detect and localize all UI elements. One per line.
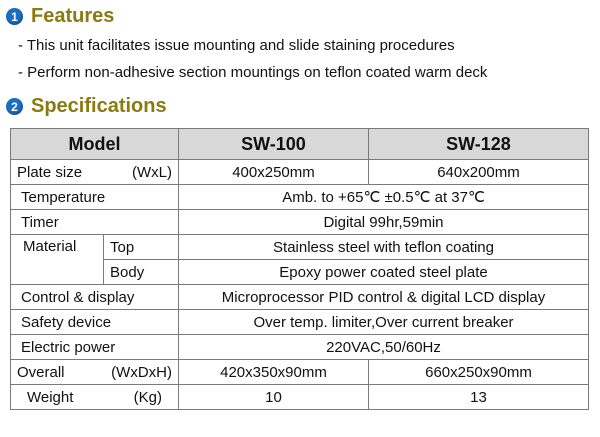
safety-label: Safety device — [11, 310, 179, 335]
material-top-label: Top — [104, 235, 179, 260]
electric-label: Electric power — [11, 335, 179, 360]
plate-size-label: Plate size — [17, 163, 83, 181]
temperature-value: Amb. to +65℃ ±0.5℃ at 37℃ — [179, 185, 589, 210]
number-two-badge-icon: 2 — [6, 98, 23, 115]
header-sw-100: SW-100 — [179, 129, 369, 160]
table-row — [11, 185, 589, 210]
row-label-weight — [11, 385, 179, 410]
overall-label: Overall — [17, 363, 65, 381]
number-one-badge-icon: 1 — [6, 8, 23, 25]
table-row — [11, 385, 589, 410]
features-title: Features — [31, 5, 115, 27]
timer-value: Digital 99hr,59min — [179, 210, 589, 235]
feature-item: - This unit facilitates issue mounting and slide staining procedures — [18, 37, 455, 54]
features-heading — [6, 5, 114, 28]
material-body-label: Body — [104, 260, 179, 285]
overall-sw100: 420x350x90mm — [179, 360, 369, 385]
specifications-table — [10, 128, 589, 410]
control-value: Microprocessor PID control & digital LCD display — [179, 285, 589, 310]
header-sw-128: SW-128 — [369, 129, 589, 160]
electric-value: 220VAC,50/60Hz — [179, 335, 589, 360]
row-label-plate-size — [11, 160, 179, 185]
weight-label: Weight — [27, 388, 74, 406]
control-label: Control & display — [11, 285, 179, 310]
material-label: Material — [11, 235, 104, 285]
weight-sw100: 10 — [179, 385, 369, 410]
specifications-title: Specifications — [31, 95, 167, 117]
table-row — [11, 235, 589, 260]
overall-unit: (WxDxH) — [111, 363, 172, 381]
table-row — [11, 210, 589, 235]
plate-size-sw128: 640x200mm — [369, 160, 589, 185]
table-header-row — [11, 129, 589, 160]
specifications-heading — [6, 95, 167, 118]
weight-unit: (Kg) — [133, 388, 162, 406]
plate-size-sw100: 400x250mm — [179, 160, 369, 185]
table-row — [11, 335, 589, 360]
overall-sw128: 660x250x90mm — [369, 360, 589, 385]
timer-label: Timer — [11, 210, 179, 235]
feature-item: - Perform non-adhesive section mountings on teflon coated warm deck — [18, 64, 488, 81]
temperature-label: Temperature — [11, 185, 179, 210]
table-row — [11, 360, 589, 385]
table-row — [11, 310, 589, 335]
safety-value: Over temp. limiter,Over current breaker — [179, 310, 589, 335]
material-top-value: Stainless steel with teflon coating — [179, 235, 589, 260]
plate-size-unit: (WxL) — [132, 163, 172, 181]
weight-sw128: 13 — [369, 385, 589, 410]
row-label-overall — [11, 360, 179, 385]
material-body-value: Epoxy power coated steel plate — [179, 260, 589, 285]
table-row — [11, 285, 589, 310]
table-row — [11, 160, 589, 185]
header-model: Model — [11, 129, 179, 160]
